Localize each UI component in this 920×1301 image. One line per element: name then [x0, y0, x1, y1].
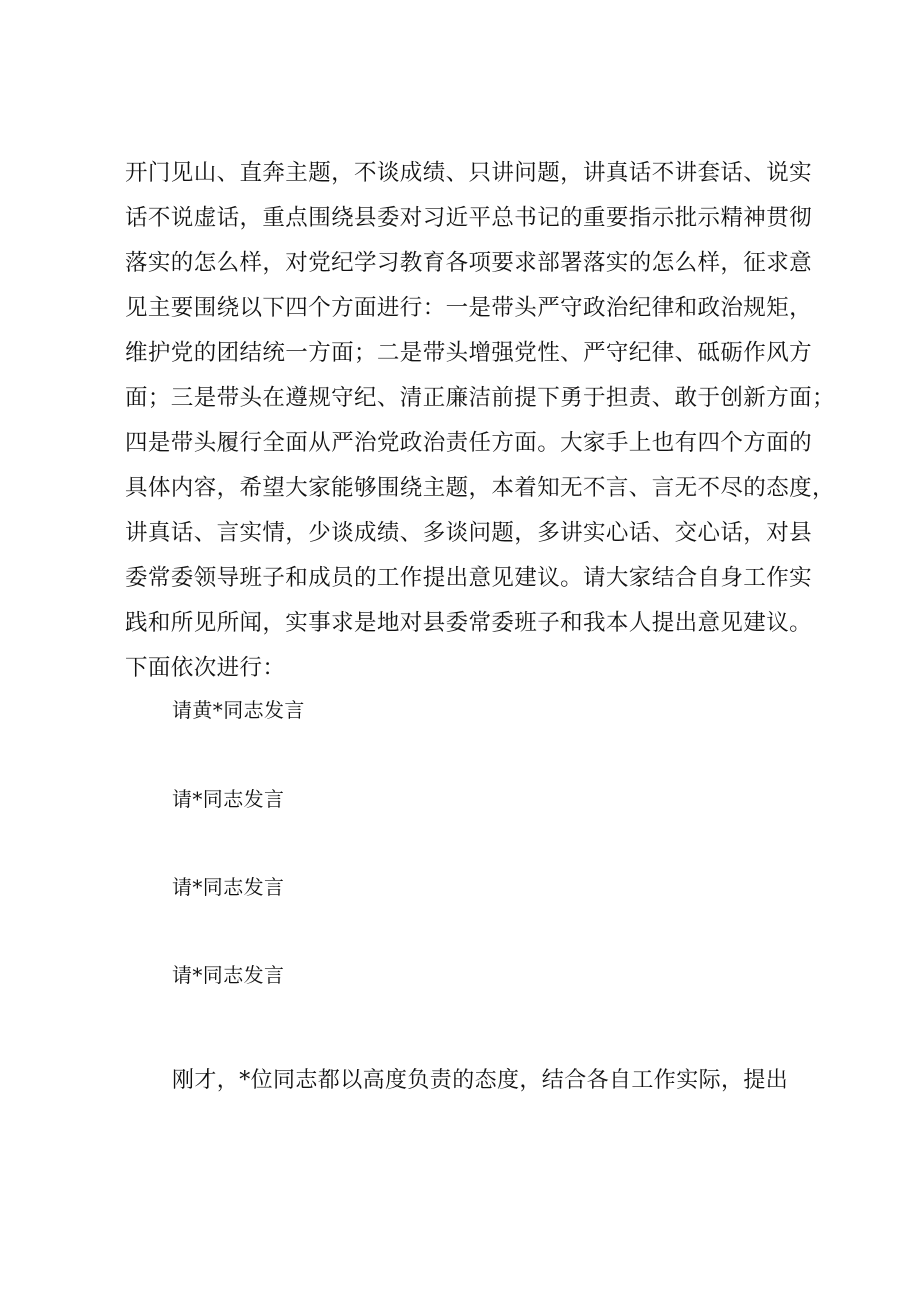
speaker-line: 请黄*同志发言	[172, 698, 305, 722]
speaker-line: 请*同志发言	[172, 875, 285, 899]
paragraph-line: 下面依次进行：	[125, 655, 286, 681]
paragraph-line: 践和所见所闻，实事求是地对县委常委班子和我本人提出意见建议。	[125, 610, 813, 636]
paragraph-line: 维护党的团结统一方面；二是带头增强党性、严守纪律、砥砺作风方	[125, 340, 813, 366]
paragraph-line: 面；三是带头在遵规守纪、清正廉洁前提下勇于担责、敢于创新方面；	[125, 385, 835, 411]
paragraph-line: 开门见山、直奔主题，不谈成绩、只讲问题，讲真话不讲套话、说实	[125, 160, 813, 186]
speaker-line: 请*同志发言	[172, 963, 285, 987]
closing-line: 刚才，*位同志都以高度负责的态度，结合各自工作实际，提出	[172, 1068, 789, 1093]
paragraph-line: 四是带头履行全面从严治党政治责任方面。大家手上也有四个方面的	[125, 430, 813, 456]
speaker-line: 请*同志发言	[172, 787, 285, 811]
paragraph-line: 落实的怎么样，对党纪学习教育各项要求部署落实的怎么样，征求意	[125, 250, 813, 276]
paragraph-line: 见主要围绕以下四个方面进行：一是带头严守政治纪律和政治规矩，	[125, 295, 813, 321]
paragraph-line: 委常委领导班子和成员的工作提出意见建议。请大家结合自身工作实	[125, 565, 813, 591]
paragraph-line: 具体内容，希望大家能够围绕主题，本着知无不言、言无不尽的态度，	[125, 475, 835, 501]
paragraph-line: 讲真话、言实情，少谈成绩、多谈问题，多讲实心话、交心话，对县	[125, 520, 813, 546]
paragraph-line: 话不说虚话，重点围绕县委对习近平总书记的重要指示批示精神贯彻	[125, 205, 813, 231]
